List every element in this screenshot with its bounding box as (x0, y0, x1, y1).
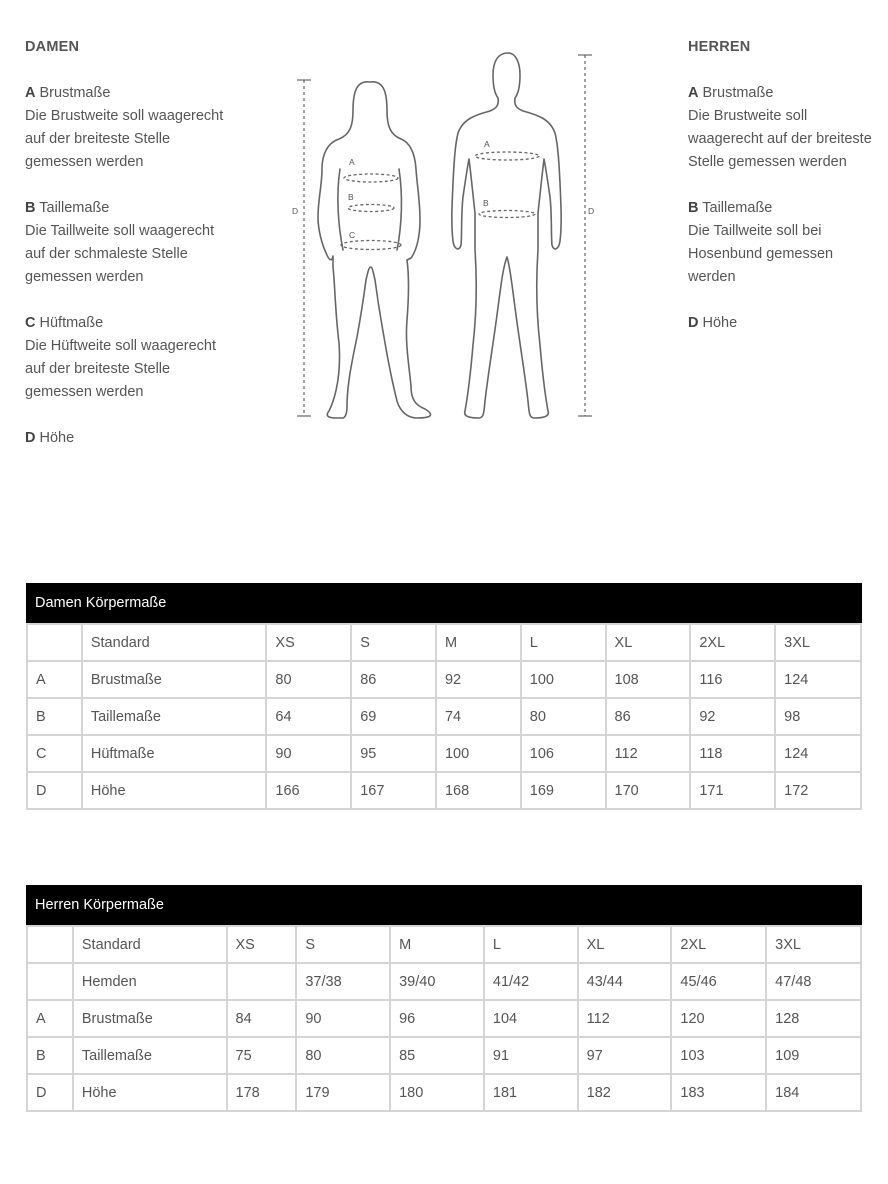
herren-item-d (688, 312, 878, 335)
table-cell: 100 (436, 735, 521, 772)
damen-item-text: Die Brustweite soll waagerecht auf der breiteste Stelle gemessen werden (25, 108, 224, 170)
table-cell: Höhe (82, 772, 267, 809)
table-cell: 172 (775, 772, 861, 809)
table-header-cell: XS (266, 624, 351, 661)
table-cell: D (27, 772, 82, 809)
table-cell: 112 (606, 735, 691, 772)
damen-item-letter: D (25, 430, 36, 446)
herren-item-title: Taillemaße (702, 200, 773, 216)
table-row (27, 1074, 861, 1111)
table-cell: 80 (266, 661, 351, 698)
table-header-cell: 2XL (671, 926, 766, 963)
damen-table-body (27, 624, 861, 809)
damen-item-b (25, 197, 225, 289)
male-label-b: B (483, 198, 489, 208)
table-row (27, 661, 861, 698)
damen-item-title: Hüftmaße (39, 315, 104, 331)
female-label-b: B (348, 192, 354, 202)
table-cell: 80 (296, 1037, 390, 1074)
herren-size-table (26, 885, 862, 1112)
table-cell: 69 (351, 698, 436, 735)
table-cell: 168 (436, 772, 521, 809)
female-label-a: A (349, 157, 355, 167)
table-header-cell: 2XL (690, 624, 775, 661)
table-header-cell: Standard (73, 926, 227, 963)
table-cell: 171 (690, 772, 775, 809)
table-row (27, 1000, 861, 1037)
table-cell: A (27, 1000, 73, 1037)
herren-item-a (688, 82, 878, 174)
table-header-cell: XL (578, 926, 672, 963)
table-cell: D (27, 1074, 73, 1111)
table-cell (227, 963, 297, 1000)
table-cell: 169 (521, 772, 606, 809)
damen-item-a (25, 82, 225, 174)
table-header-cell: S (351, 624, 436, 661)
table-header-cell: L (484, 926, 578, 963)
male-figure-icon (452, 53, 561, 418)
table-cell: 118 (690, 735, 775, 772)
damen-table-title: Damen Körpermaße (26, 583, 862, 623)
table-cell: 90 (296, 1000, 390, 1037)
damen-item-text: Die Taillweite soll waagerecht auf der schmaleste Stelle gemessen werden (25, 223, 215, 285)
herren-item-title: Brustmaße (702, 85, 774, 101)
table-row (27, 963, 861, 1000)
table-cell: A (27, 661, 82, 698)
herren-item-letter: A (688, 85, 699, 101)
table-cell: B (27, 1037, 73, 1074)
damen-item-letter: B (25, 200, 36, 216)
table-cell: 120 (671, 1000, 766, 1037)
table-cell: Höhe (73, 1074, 227, 1111)
table-cell: 64 (266, 698, 351, 735)
table-cell: 86 (606, 698, 691, 735)
herren-item-letter: D (688, 315, 699, 331)
body-measurement-figures (285, 45, 605, 430)
damen-item-letter: C (25, 315, 36, 331)
table-header-cell: M (436, 624, 521, 661)
table-cell: 43/44 (578, 963, 672, 1000)
table-cell: 95 (351, 735, 436, 772)
damen-item-letter: A (25, 85, 36, 101)
damen-item-title: Brustmaße (39, 85, 111, 101)
table-cell: 37/38 (296, 963, 390, 1000)
table-header-cell: S (296, 926, 390, 963)
table-header-cell (27, 624, 82, 661)
female-hip-band (341, 241, 401, 250)
damen-item-text: Die Hüftweite soll waagerecht auf der breiteste Stelle gemessen werden (25, 338, 217, 400)
table-header-row (27, 624, 861, 661)
table-cell: 90 (266, 735, 351, 772)
table-cell: 182 (578, 1074, 672, 1111)
table-cell: 181 (484, 1074, 578, 1111)
table-header-cell: Standard (82, 624, 267, 661)
table-header-cell: 3XL (775, 624, 861, 661)
table-cell: C (27, 735, 82, 772)
table-cell: 100 (521, 661, 606, 698)
table-cell: 92 (690, 698, 775, 735)
damen-heading: DAMEN (25, 39, 80, 55)
table-header-cell: L (521, 624, 606, 661)
table-cell: 39/40 (390, 963, 484, 1000)
table-cell: 80 (521, 698, 606, 735)
table-cell: 86 (351, 661, 436, 698)
table-cell (27, 963, 73, 1000)
herren-guide (688, 36, 878, 358)
table-cell: Brustmaße (82, 661, 267, 698)
table-cell: 106 (521, 735, 606, 772)
herren-item-letter: B (688, 200, 699, 216)
table-cell: 108 (606, 661, 691, 698)
table-cell: 124 (775, 735, 861, 772)
male-label-a: A (484, 139, 490, 149)
table-header-row (27, 926, 861, 963)
damen-item-d (25, 427, 225, 450)
table-cell: 180 (390, 1074, 484, 1111)
table-header-cell: M (390, 926, 484, 963)
herren-item-b (688, 197, 878, 289)
table-cell: 128 (766, 1000, 861, 1037)
table-cell: Taillemaße (73, 1037, 227, 1074)
table-cell: B (27, 698, 82, 735)
male-waist-band (479, 211, 535, 218)
table-cell: 96 (390, 1000, 484, 1037)
table-row (27, 1037, 861, 1074)
female-label-d: D (292, 206, 299, 216)
table-header-cell (27, 926, 73, 963)
herren-table-title: Herren Körpermaße (26, 885, 862, 925)
herren-heading: HERREN (688, 39, 751, 55)
table-cell: 98 (775, 698, 861, 735)
herren-item-text: Die Brustweite soll waagerecht auf der breiteste Stelle gemessen werden (688, 108, 872, 170)
damen-item-c (25, 312, 225, 404)
table-cell: 178 (227, 1074, 297, 1111)
damen-item-title: Taillemaße (39, 200, 110, 216)
table-cell: 170 (606, 772, 691, 809)
table-cell: 167 (351, 772, 436, 809)
table-header-cell: XL (606, 624, 691, 661)
table-cell: 45/46 (671, 963, 766, 1000)
table-cell: 179 (296, 1074, 390, 1111)
table-header-cell: 3XL (766, 926, 861, 963)
female-bust-band (344, 174, 398, 182)
table-row (27, 735, 861, 772)
table-row (27, 698, 861, 735)
table-cell: 97 (578, 1037, 672, 1074)
table-cell: 104 (484, 1000, 578, 1037)
table-cell: 92 (436, 661, 521, 698)
female-label-c: C (349, 230, 356, 240)
table-cell: Hemden (73, 963, 227, 1000)
table-cell: 85 (390, 1037, 484, 1074)
table-cell: 74 (436, 698, 521, 735)
table-header-cell: XS (227, 926, 297, 963)
table-cell: 116 (690, 661, 775, 698)
table-cell: 109 (766, 1037, 861, 1074)
table-cell: 112 (578, 1000, 672, 1037)
table-cell: 47/48 (766, 963, 861, 1000)
damen-size-table (26, 583, 862, 810)
table-cell: Hüftmaße (82, 735, 267, 772)
damen-item-title: Höhe (39, 430, 75, 446)
female-waist-band (348, 205, 394, 212)
table-row (27, 772, 861, 809)
table-cell: Brustmaße (73, 1000, 227, 1037)
table-cell: Taillemaße (82, 698, 267, 735)
table-cell: 166 (266, 772, 351, 809)
damen-guide (25, 36, 225, 473)
male-chest-band (475, 152, 539, 160)
table-cell: 91 (484, 1037, 578, 1074)
herren-item-title: Höhe (702, 315, 738, 331)
table-cell: 75 (227, 1037, 297, 1074)
table-cell: 84 (227, 1000, 297, 1037)
herren-table-body (27, 926, 861, 1111)
male-label-d: D (588, 206, 595, 216)
table-cell: 124 (775, 661, 861, 698)
table-cell: 41/42 (484, 963, 578, 1000)
table-cell: 184 (766, 1074, 861, 1111)
herren-item-text: Die Taillweite soll bei Hosenbund gemessen werden (688, 223, 834, 285)
table-cell: 183 (671, 1074, 766, 1111)
table-cell: 103 (671, 1037, 766, 1074)
